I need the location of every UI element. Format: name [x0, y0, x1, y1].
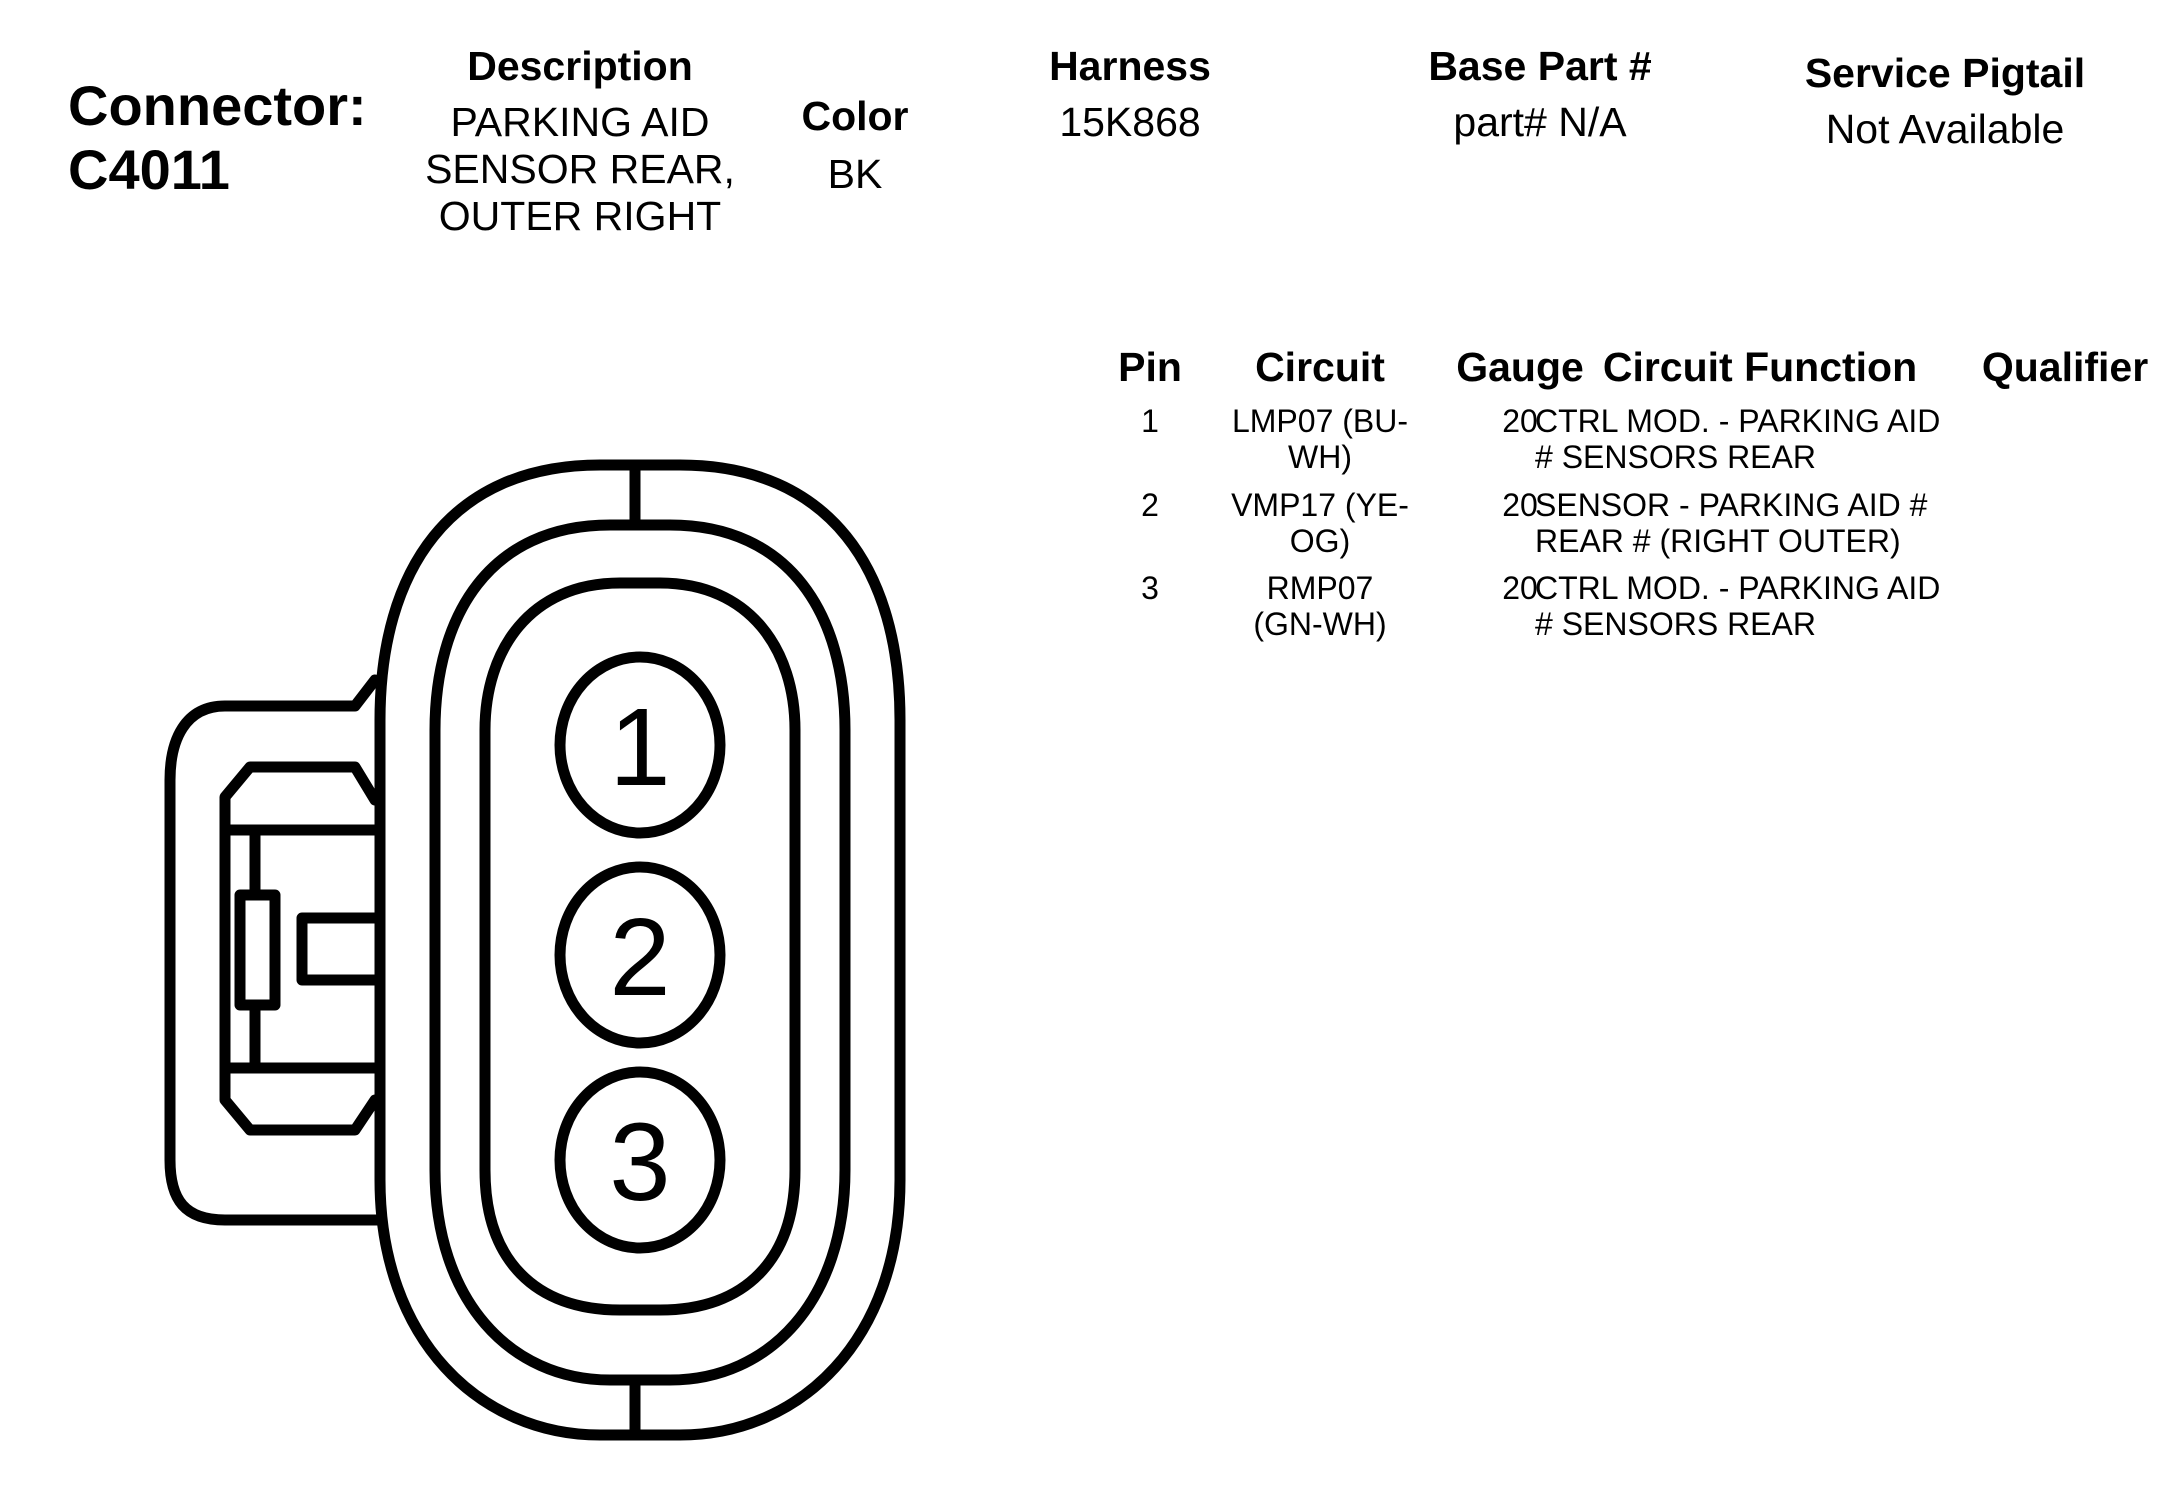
- service-pigtail-header: Service Pigtail: [1804, 50, 2086, 96]
- harness-value: 15K868: [1059, 99, 1201, 145]
- service-pigtail-value: Not Available: [1825, 106, 2065, 152]
- locking-nub: [302, 918, 375, 980]
- color-header: Color: [801, 93, 909, 139]
- circuit-line: OG): [1289, 523, 1351, 559]
- pin-column-header: Pin: [1118, 344, 1182, 390]
- connector-id: C4011: [68, 138, 230, 201]
- circuit-line: WH): [1288, 439, 1352, 475]
- function-line: # SENSORS REAR: [1535, 606, 1816, 642]
- circuit-line: RMP07: [1266, 570, 1374, 606]
- gauge-column-header: Gauge: [1456, 344, 1584, 390]
- description-line: OUTER RIGHT: [438, 193, 722, 239]
- gauge-cell: 20: [1502, 570, 1538, 606]
- function-line: REAR # (RIGHT OUTER): [1535, 523, 1901, 559]
- pin-label-1: 1: [609, 686, 671, 809]
- gauge-cell: 20: [1502, 487, 1538, 523]
- pin-number: 1: [1141, 403, 1159, 439]
- color-value: BK: [827, 151, 883, 197]
- function-line: SENSOR - PARKING AID #: [1535, 487, 1928, 523]
- circuit-column-header: Circuit: [1255, 344, 1385, 390]
- harness-header: Harness: [1049, 43, 1211, 89]
- base-part-header: Base Part #: [1428, 43, 1652, 89]
- pin-label-3: 3: [609, 1101, 671, 1224]
- base-part-value: part# N/A: [1453, 99, 1627, 145]
- circuit-line: VMP17 (YE-: [1231, 487, 1409, 523]
- function-line: # SENSORS REAR: [1535, 439, 1816, 475]
- circuit-line: (GN-WH): [1253, 606, 1387, 642]
- pin-number: 3: [1141, 570, 1159, 606]
- circuit-line: LMP07 (BU-: [1231, 403, 1409, 439]
- function-column-header: Circuit Function: [1602, 344, 1918, 390]
- description-header: Description: [467, 43, 693, 89]
- description-line: SENSOR REAR,: [425, 146, 735, 192]
- qualifier-column-header: Qualifier: [1981, 344, 2149, 390]
- pin-label-2: 2: [609, 896, 671, 1019]
- gauge-cell: 20: [1502, 403, 1538, 439]
- function-line: CTRL MOD. - PARKING AID: [1535, 570, 1941, 606]
- locking-latch: [240, 895, 275, 1005]
- connector-label: Connector:: [68, 74, 367, 137]
- function-line: CTRL MOD. - PARKING AID: [1535, 403, 1941, 439]
- pin-number: 2: [1141, 487, 1159, 523]
- description-line: PARKING AID: [450, 99, 710, 145]
